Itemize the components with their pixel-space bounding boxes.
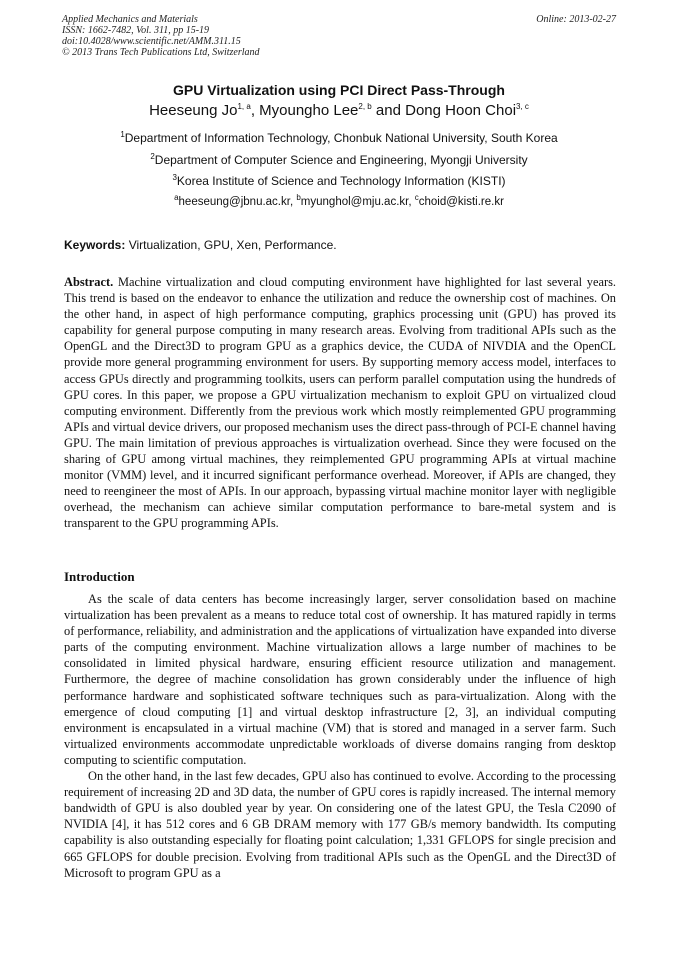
- email-superscript: c: [414, 193, 419, 203]
- affiliation-3: [62, 174, 616, 188]
- issn-line: ISSN: 1662-7482, Vol. 311, pp 15-19: [62, 25, 210, 36]
- email-address: myunghol@mju.ac.kr: [300, 196, 409, 208]
- author-name: Heeseung Jo: [149, 102, 238, 119]
- section-heading-introduction: Introduction: [64, 569, 135, 584]
- affiliation-superscript: 1: [120, 130, 125, 139]
- email-superscript: a: [174, 193, 179, 203]
- author-separator: ,: [250, 102, 260, 119]
- journal-header: [62, 14, 616, 58]
- abstract: [64, 274, 616, 532]
- affiliation-text: Korea Institute of Science and Technology Information (KISTI): [176, 174, 506, 188]
- author-separator: and: [371, 102, 406, 119]
- email-superscript: b: [296, 193, 301, 203]
- keywords: [64, 238, 616, 252]
- author-superscript: 3, c: [516, 102, 529, 111]
- abstract-text: Machine virtualization and cloud computing environment have highlighted for last several years. This trend is based on the endeavor to enhance the utilization and reduce the ownership cost of machines. On the other hand, in aspect of high performance computing, graphics processing unit (GPU) has proved its capability for general purpose computing in many research areas. Evolving from traditional APIs such as the OpenGL and the Direct3D to program GPU as a graphics device, the CUDA of NIVDIA and the OpenCL provide more general programming environment for users. By supporting memory access model, interfaces to access GPUs directly and programming toolkits, users can perform parallel computation using the hundreds of GPU cores. In this paper, we propose a GPU virtualization mechanism to exploit GPU on virtualized cloud computing environment. Differently from the previous work which mostly reimplemented GPU programming APIs and virtual device drivers, our proposed mechanism uses the direct pass-through of PCI-E channel having GPU. The main limitation of previous approaches is virtualization overhead. Since they were focused on the sharing of GPU among virtual machines, they reimplemented GPU programming APIs at virtual machine monitor (VMM) level, and it incurred significant performance overhead. Moreover, if APIs are changed, they need to reengineer the most of APIs. In our approach, bypassing virtual machine monitor layer with negligible overhead, the mechanism can achieve similar computation performance to bare-metal system and is transparent to the GPU programming APIs.: [64, 275, 616, 531]
- copyright-line: © 2013 Trans Tech Publications Ltd, Switzerland: [62, 47, 260, 58]
- email-line: $^a$heeseung@jbnu.ac.kr, $^b$myunghol@mju.ac.kr, $^c$choid@kisti.re.kr: [174, 193, 504, 208]
- author-name: Myoungho Lee: [259, 102, 359, 119]
- affiliation-text: Department of Information Technology, Chonbuk National University, South Korea: [124, 131, 558, 145]
- affiliation-superscript: 2: [150, 152, 155, 161]
- author-list: [62, 102, 616, 119]
- keywords-text: Virtualization, GPU, Xen, Performance.: [128, 238, 337, 252]
- affiliation-text: Department of Computer Science and Engineering, Myongji University: [154, 153, 528, 167]
- online-date: Online: 2013-02-27: [536, 14, 616, 25]
- introduction-body: [64, 591, 616, 881]
- affiliation-superscript: 3: [172, 173, 177, 182]
- author-name: Dong Hoon Choi: [405, 102, 517, 119]
- journal-name: Applied Mechanics and Materials: [62, 14, 198, 25]
- affiliation-1: [62, 131, 616, 145]
- paragraph: As the scale of data centers has become increasingly larger, server consolidation based on machine virtualization has been prevalent as a means to reduce total cost of ownership. It has matured rapidly in terms of performance, reliability, and administration and the applications of virtualization have expanded into diverse parts of the computing environment. Machine virtualization allows a large number of machines to be consolidated in limited physical hardware, ensuring efficient resource utilization and management. Furthermore, the degree of machine consolidation has grown considerably under the influence of high performance hardware and sophisticated software techniques such as para-virtualization. Along with the emergence of cloud computing [1] and virtual desktop infrastructure [2, 3], an individual computing environment is encapsulated in a virtual machine (VM) that is stored and managed in a server farm. Such virtualized environments accommodate unpredictable workloads of diverse domains ranging from desktop computing to scientific computation.: [64, 592, 616, 767]
- keywords-label: Keywords:: [64, 238, 126, 252]
- doi-line: doi:10.4028/www.scientific.net/AMM.311.15: [62, 36, 241, 47]
- paper-title: GPU Virtualization using PCI Direct Pass-Through: [173, 82, 505, 98]
- affiliation-2: [62, 153, 616, 167]
- email-address: choid@kisti.re.kr: [418, 196, 504, 208]
- email-address: heeseung@jbnu.ac.kr: [178, 196, 290, 208]
- paragraph: On the other hand, in the last few decades, GPU also has continued to evolve. According to the processing requirement of increasing 2D and 3D data, the number of GPU cores is rapidly increased. The internal memory bandwidth of GPU is also doubled year by year. On considering one of the latest GPU, the Tesla C2090 of NVIDIA [4], it has 512 cores and 6 GB DRAM memory with 177 GB/s memory bandwidth. Its computing capability is also outstanding especially for floating point calculation; 1,331 GFLOPS for single precision and 665 GFLOPS for double precision. Evolving from traditional APIs such as the OpenGL and the Direct3D of Microsoft to program GPU as a: [64, 769, 616, 880]
- author-superscript: 1, a: [237, 102, 251, 111]
- author-superscript: 2, b: [358, 102, 372, 111]
- abstract-label: Abstract.: [64, 275, 114, 289]
